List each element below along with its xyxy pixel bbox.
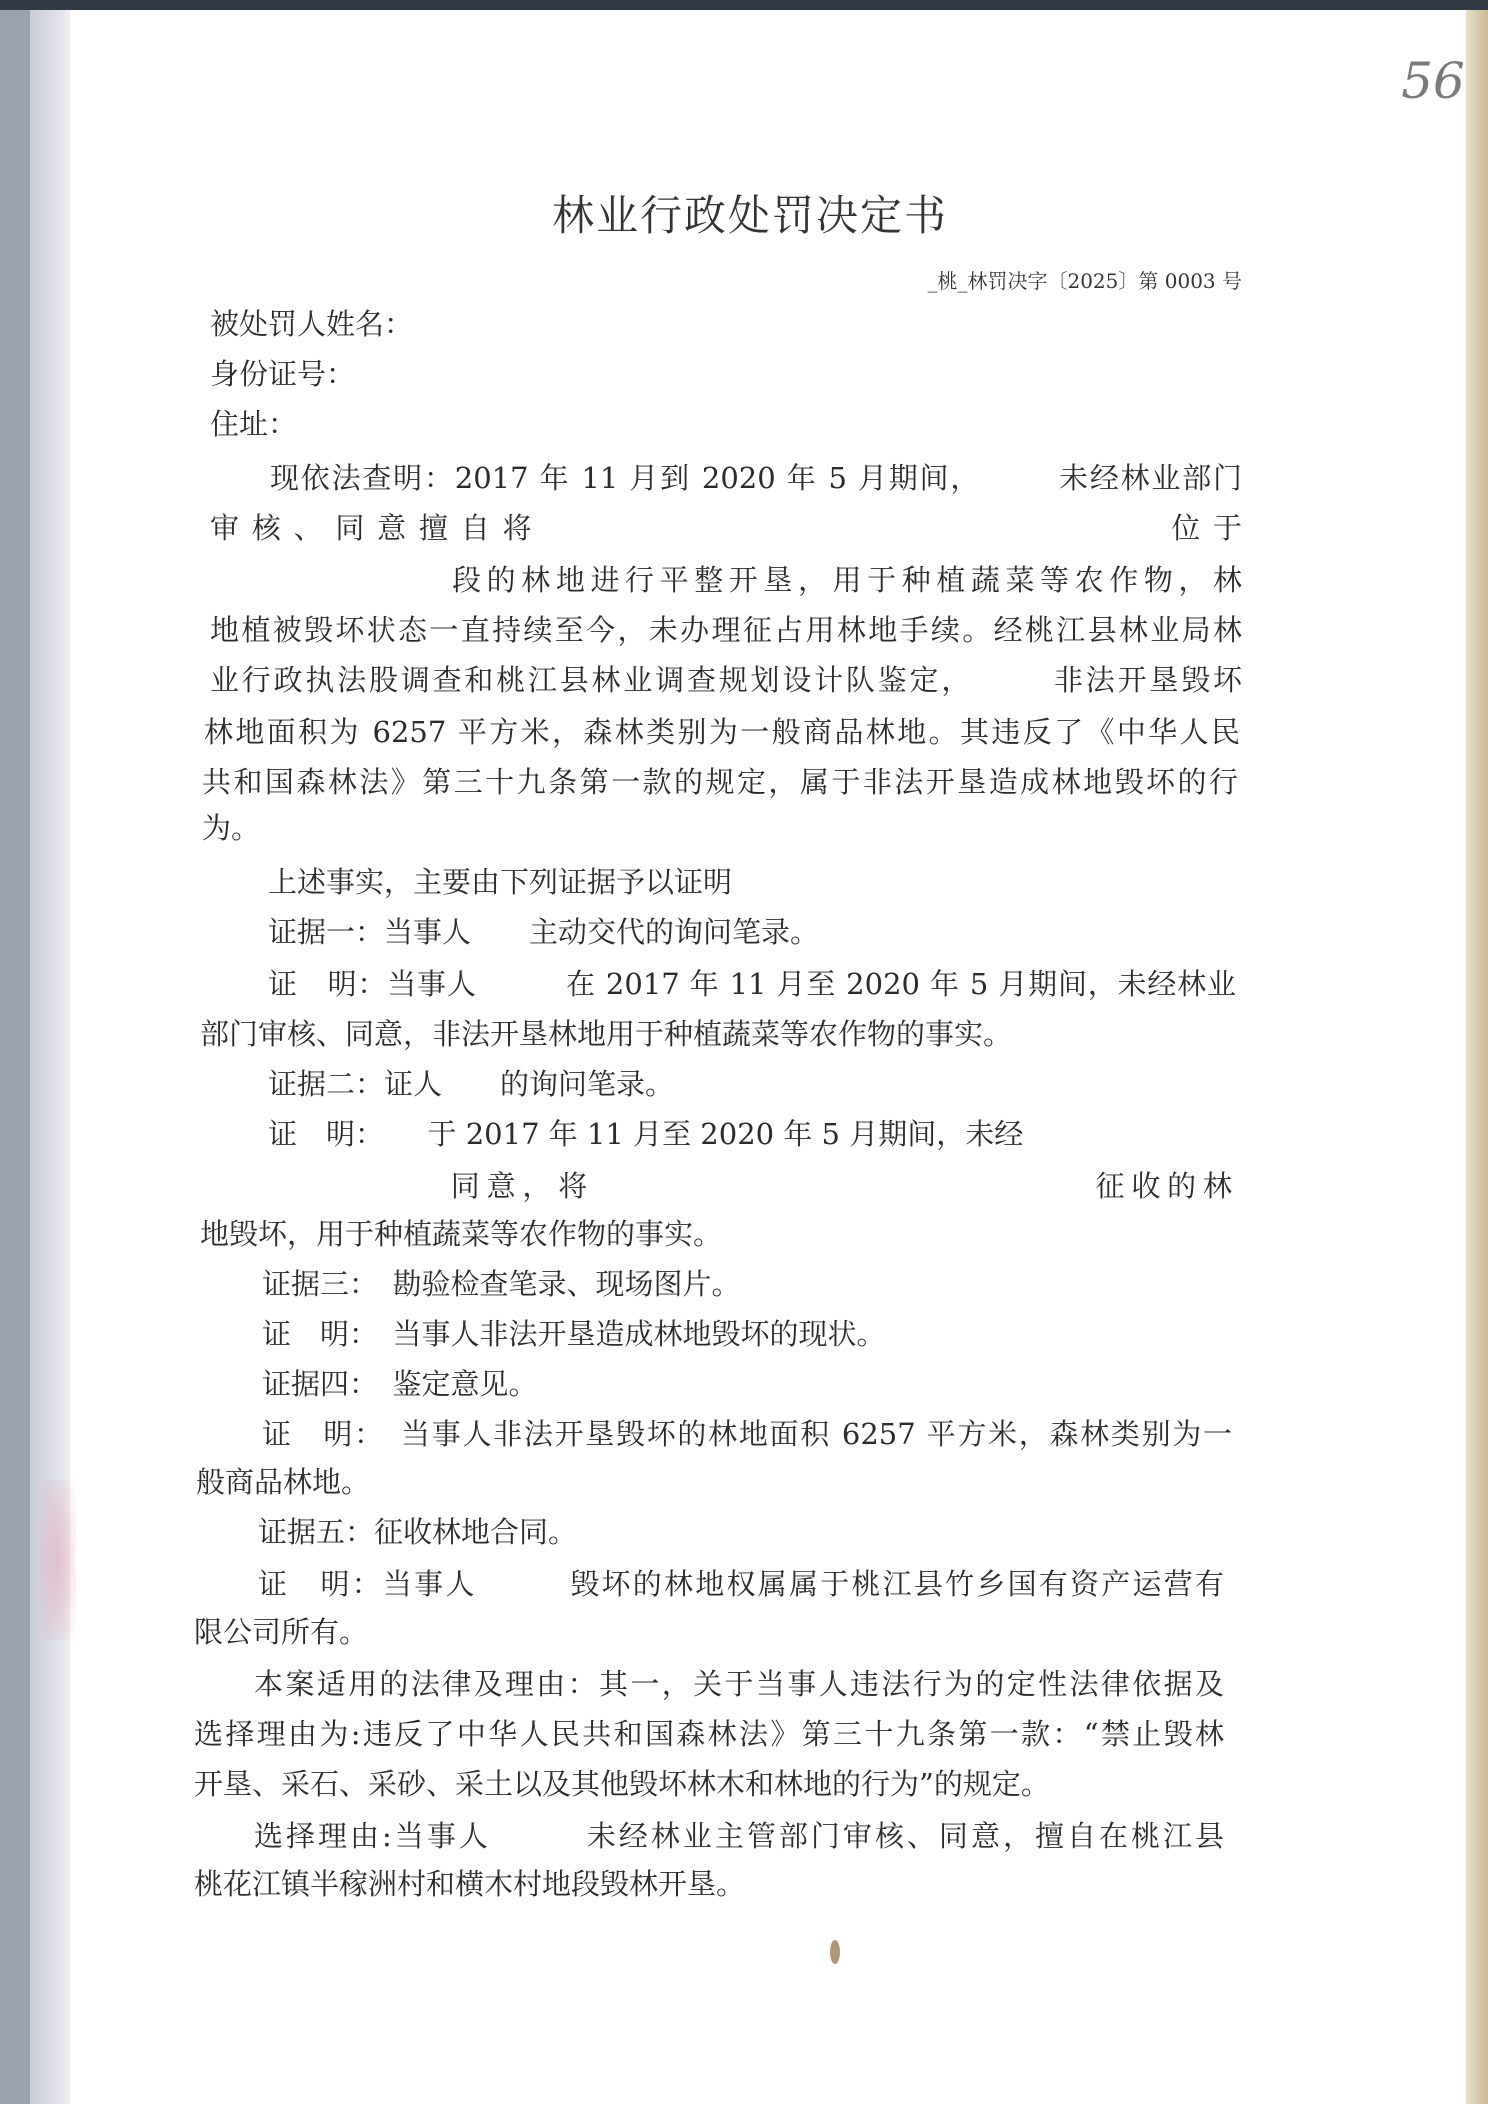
body-line-2: 审核、同意擅自将 位于 xyxy=(210,511,1242,545)
book-binding-shadow xyxy=(30,10,70,2104)
evidence-3-proof: 证 明： 当事人非法开垦造成林地毁坏的现状。 xyxy=(262,1317,886,1351)
body-line-4: 地植被毁坏状态一直持续至今，未办理征占用林地手续。经桃江县林业局林 xyxy=(210,613,1242,647)
evidence-2-proof-line-1: 证 明： 于 2017 年 11 月至 2020 年 5 月期间，未经 xyxy=(268,1117,1024,1151)
evidence-2: 证据二：证人 的询问笔录。 xyxy=(268,1067,675,1101)
evidence-4: 证据四： 鉴定意见。 xyxy=(262,1367,538,1401)
reason-line-1: 选择理由:当事人 未经林业主管部门审核、同意，擅自在桃江县 xyxy=(254,1819,1224,1853)
body-line-8: 为。 xyxy=(202,811,261,845)
evidence-1-proof-line-2: 部门审核、同意，非法开垦林地用于种植蔬菜等农作物的事实。 xyxy=(200,1017,1013,1051)
name-field-label: 被处罚人姓名： xyxy=(210,307,414,341)
body-line-1: 现依法查明：2017 年 11 月到 2020 年 5 月期间， 未经林业部门 xyxy=(270,461,1242,495)
evidence-2-proof-line-2: 同意，将 征收的林 xyxy=(200,1169,1232,1203)
id-field-label: 身份证号： xyxy=(210,357,356,391)
body-line-6: 林地面积为 6257 平方米，森林类别为一般商品林地。其违反了《中华人民 xyxy=(204,715,1240,749)
page-right-edge xyxy=(1466,10,1488,2104)
law-basis-line-2: 选择理由为:违反了中华人民共和国森林法》第三十九条第一款：“禁止毁林 xyxy=(194,1717,1224,1751)
evidence-5-proof-line-1: 证 明：当事人 毁坏的林地权属属于桃江县竹乡国有资产运营有 xyxy=(258,1567,1224,1601)
evidence-5-proof-line-2: 限公司所有。 xyxy=(194,1615,369,1649)
evidence-intro: 上述事实，主要由下列证据予以证明 xyxy=(268,865,733,899)
scan-top-band xyxy=(0,0,1488,10)
body-line-3: 段的林地进行平整开垦，用于种植蔬菜等农作物，林 xyxy=(210,563,1242,597)
document-title: 林业行政处罚决定书 xyxy=(551,191,948,240)
evidence-1: 证据一：当事人 主动交代的询问笔录。 xyxy=(268,915,820,949)
evidence-1-proof-line-1: 证 明：当事人 在 2017 年 11 月至 2020 年 5 月期间，未经林业 xyxy=(268,967,1236,1001)
stamp-trace xyxy=(40,1480,76,1640)
book-binding-edge xyxy=(0,10,30,2104)
law-basis-line-3: 开垦、采石、采砂、采土以及其他毁坏林木和林地的行为”的规定。 xyxy=(194,1767,1050,1801)
body-line-7: 共和国森林法》第三十九条第一款的规定，属于非法开垦造成林地毁坏的行 xyxy=(202,765,1238,799)
evidence-5: 证据五：征收林地合同。 xyxy=(258,1515,578,1549)
evidence-2-proof-line-3: 地毁坏，用于种植蔬菜等农作物的事实。 xyxy=(200,1217,723,1251)
scan-mark xyxy=(830,1940,840,1964)
evidence-3: 证据三： 勘验检查笔录、现场图片。 xyxy=(262,1267,741,1301)
reason-line-2: 桃花江镇半稼洲村和横木村地段毁林开垦。 xyxy=(194,1867,746,1901)
document-number: _桃_林罚决字〔2025〕第 0003 号 xyxy=(927,269,1242,293)
law-basis-line-1: 本案适用的法律及理由：其一，关于当事人违法行为的定性法律依据及 xyxy=(254,1667,1224,1701)
address-field-label: 住址： xyxy=(210,407,298,441)
handwritten-page-number: 56 xyxy=(1401,52,1465,110)
evidence-4-proof-line-2: 般商品林地。 xyxy=(196,1465,371,1499)
evidence-4-proof-line-1: 证 明： 当事人非法开垦毁坏的林地面积 6257 平方米，森林类别为一 xyxy=(262,1417,1232,1451)
body-line-5: 业行政执法股调查和桃江县林业调查规划设计队鉴定， 非法开垦毁坏 xyxy=(210,663,1242,697)
